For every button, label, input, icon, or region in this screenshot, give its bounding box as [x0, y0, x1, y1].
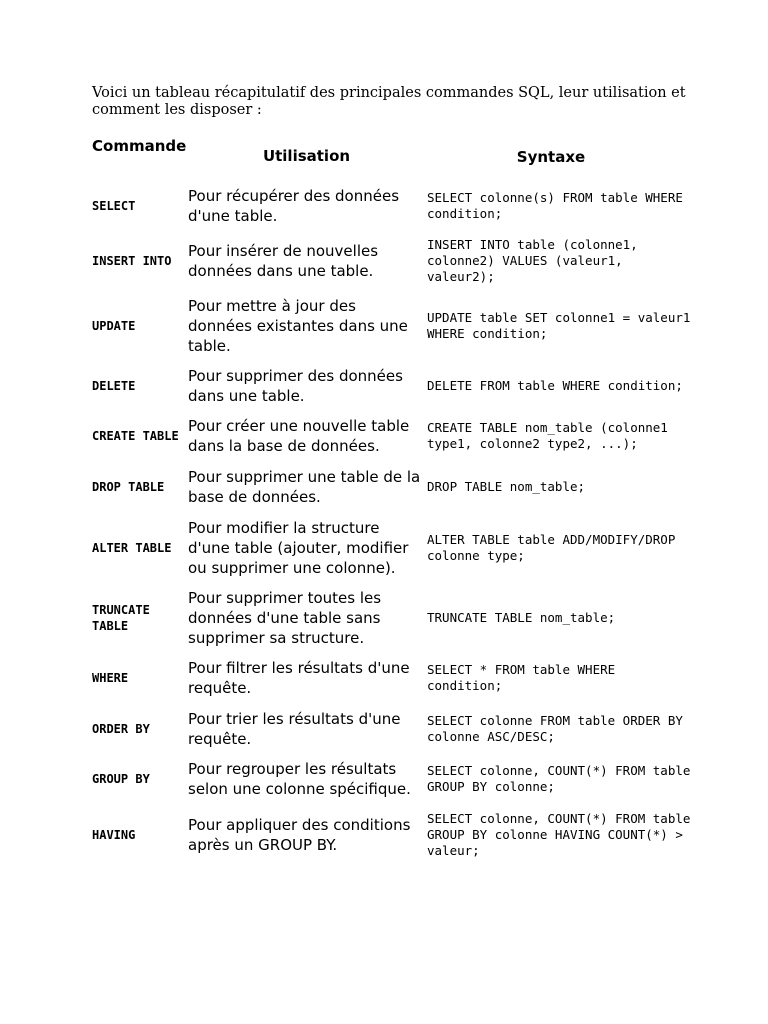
row-usage: Pour supprimer des données dans une table.	[188, 367, 403, 405]
row-command: GROUP BY	[92, 772, 150, 786]
row-syntax: INSERT INTO table (colonne1, colonne2) VALUES (valeur1, valeur2);	[427, 237, 638, 284]
row-command: TRUNCATE TABLE	[92, 603, 150, 633]
row-usage: Pour mettre à jour des données existantes dans une table.	[188, 297, 408, 355]
row-command: CREATE TABLE	[92, 429, 179, 443]
row-syntax: SELECT * FROM table WHERE condition;	[427, 662, 616, 693]
row-command: ALTER TABLE	[92, 541, 172, 555]
header-usage: Utilisation	[262, 147, 351, 165]
row-usage: Pour supprimer toutes les données d'une table sans supprimer sa structure.	[188, 589, 382, 647]
row-command: SELECT	[92, 199, 136, 213]
row-command: INSERT INTO	[92, 254, 172, 268]
row-command: HAVING	[92, 828, 136, 842]
row-syntax: SELECT colonne FROM table ORDER BY colonne ASC/DESC;	[427, 713, 683, 744]
row-syntax: SELECT colonne, COUNT(*) FROM table GROUP BY colonne HAVING COUNT(*) > valeur;	[427, 811, 691, 858]
row-syntax: CREATE TABLE nom_table (colonne1 type1, colonne2 type2, ...);	[427, 420, 668, 451]
row-usage: Pour trier les résultats d'une requête.	[188, 710, 401, 748]
row-usage: Pour regrouper les résultats selon une colonne spécifique.	[188, 760, 411, 798]
row-command: UPDATE	[92, 319, 136, 333]
row-syntax: SELECT colonne, COUNT(*) FROM table GROUP BY colonne;	[427, 763, 691, 794]
row-syntax: ALTER TABLE table ADD/MODIFY/DROP colonne type;	[427, 532, 676, 563]
intro-paragraph: Voici un tableau récapitulatif des principales commandes SQL, leur utilisation et comment les disposer :	[92, 85, 686, 118]
row-syntax: SELECT colonne(s) FROM table WHERE condition;	[427, 190, 683, 221]
row-command: DROP TABLE	[92, 480, 165, 494]
header-syntax: Syntaxe	[516, 148, 586, 166]
row-usage: Pour récupérer des données d'une table.	[188, 187, 400, 225]
row-usage: Pour modifier la structure d'une table (ajouter, modifier ou supprimer une colonne).	[188, 519, 409, 577]
row-command: ORDER BY	[92, 722, 150, 736]
row-command: WHERE	[92, 671, 129, 685]
row-syntax: UPDATE table SET colonne1 = valeur1 WHERE condition;	[427, 310, 691, 341]
row-usage: Pour insérer de nouvelles données dans une table.	[188, 242, 379, 280]
row-syntax: DROP TABLE nom_table;	[427, 479, 586, 494]
row-syntax: TRUNCATE TABLE nom_table;	[427, 610, 616, 625]
row-usage: Pour filtrer les résultats d'une requête.	[188, 659, 410, 697]
row-command: DELETE	[92, 379, 136, 393]
header-command: Commande	[92, 137, 187, 155]
row-syntax: DELETE FROM table WHERE condition;	[427, 378, 683, 393]
row-usage: Pour créer une nouvelle table dans la base de données.	[188, 417, 410, 455]
row-usage: Pour supprimer une table de la base de données.	[188, 468, 421, 506]
row-usage: Pour appliquer des conditions après un GROUP BY.	[188, 816, 411, 854]
